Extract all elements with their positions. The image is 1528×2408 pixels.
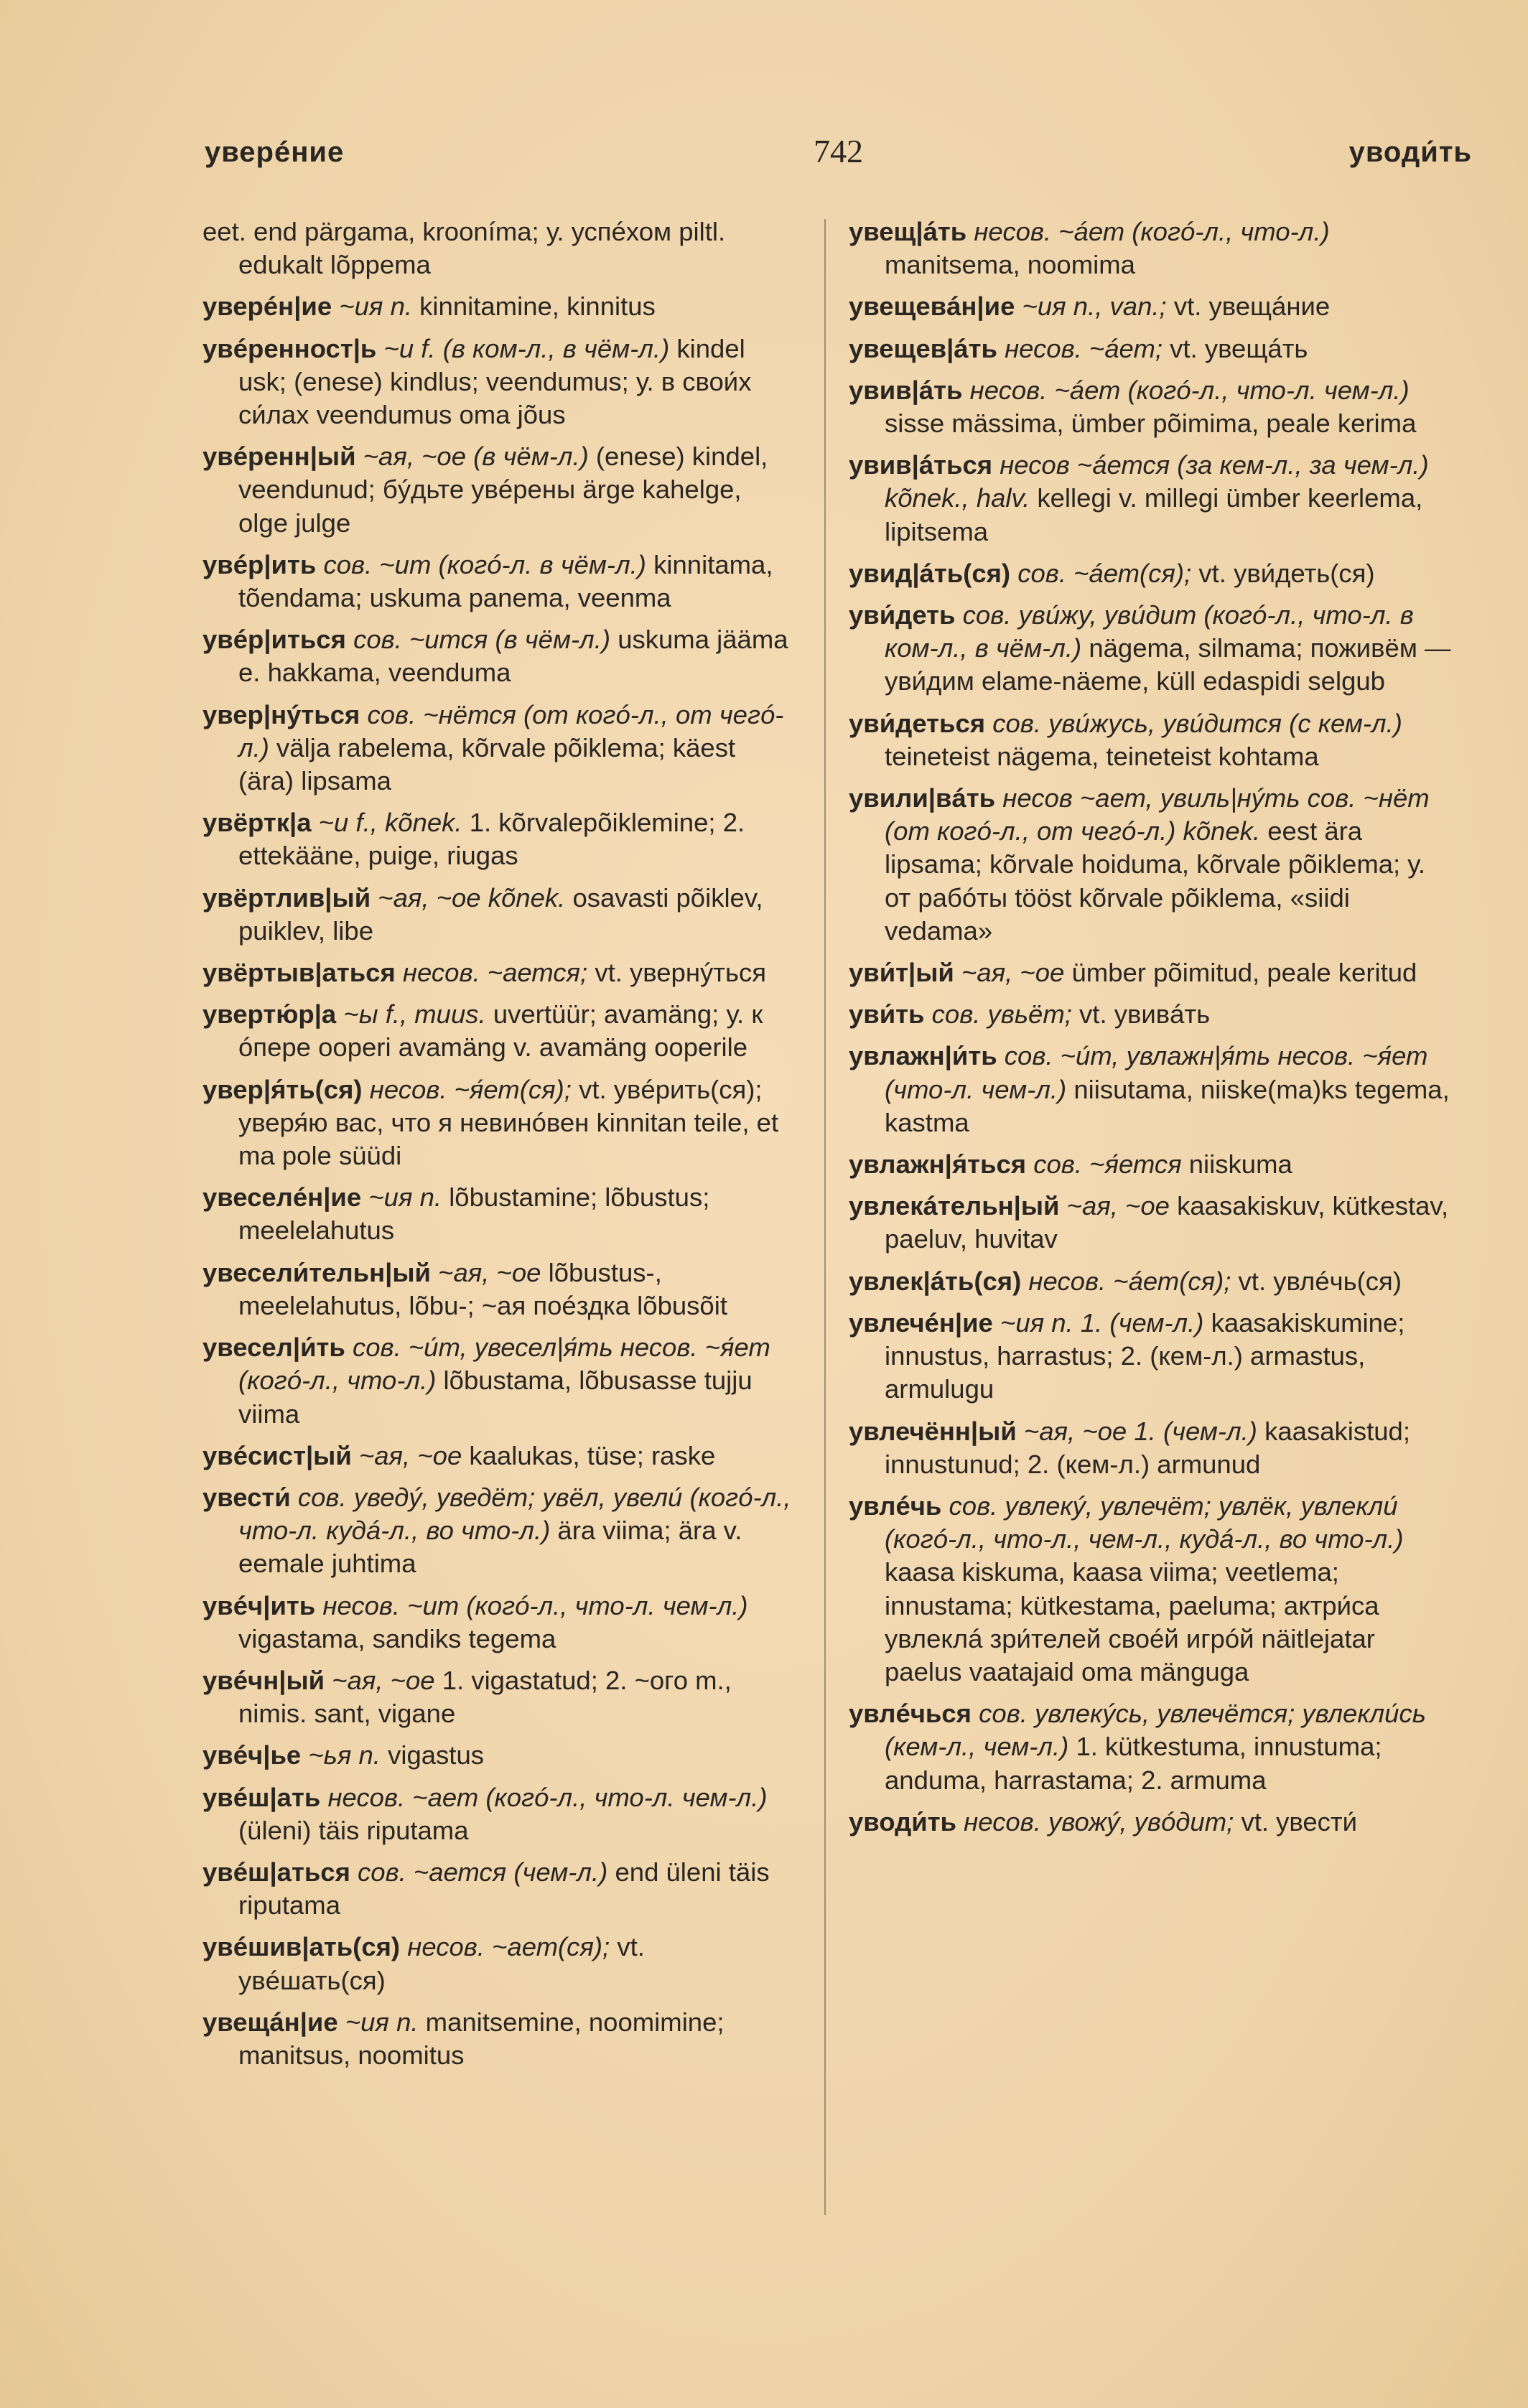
dictionary-entry — [202, 1664, 797, 1730]
dictionary-entry — [202, 1781, 797, 1847]
entry-headword: увéчн|ый — [202, 1665, 325, 1695]
dictionary-entry — [849, 1040, 1458, 1139]
entry-definition: lõbustamine; lõbustus; meelelahutus — [238, 1182, 710, 1246]
dictionary-entry — [202, 623, 797, 689]
entry-definition: lõbustama, lõbusasse tujju viima — [238, 1366, 753, 1429]
entry-grammar: несов. ~áет(ся); — [1028, 1266, 1231, 1296]
entry-definition: kellegi v. millegi ümber keerlema, lipitsema — [885, 483, 1423, 546]
dictionary-entry — [849, 1265, 1458, 1298]
entry-definition: nägema, silmama; поживём — уви́дим elame-näeme, küll edaspidi selgub — [885, 633, 1451, 696]
entry-grammar: ~ия n. 1. (чем-л.) — [1000, 1307, 1204, 1338]
entry-definition: kaalukas, tüse; raske — [469, 1440, 716, 1470]
entry-grammar: несов ~ает, увиль|нýть сов. ~нёт (от когó-л., от чегó-л.) kõnek. — [885, 783, 1430, 846]
entry-definition: ümber põimitud, peale keritud — [1071, 958, 1417, 988]
entry-grammar: несов. увожý, увóдит; — [964, 1806, 1234, 1837]
entry-grammar: сов. ~ит (когó-л. в чём-л.) — [323, 549, 646, 579]
dictionary-entry — [202, 1739, 797, 1772]
dictionary-entry — [849, 332, 1458, 365]
entry-definition: 1. kütkestuma, innustuma; anduma, harrastama; 2. armuma — [885, 1732, 1382, 1795]
entry-definition: vt. уви́деть(ся) — [1198, 558, 1375, 588]
entry-headword: увéшив|ать(ся) — [202, 1932, 401, 1962]
entry-headword: увéренн|ый — [202, 442, 356, 472]
entry-headword: увлéчь — [849, 1490, 942, 1521]
entry-headword: увлек|áть(ся) — [849, 1266, 1022, 1296]
dictionary-entry — [202, 882, 797, 948]
entry-definition: niiskuma — [1188, 1149, 1292, 1180]
entry-grammar: сов. ~я́ется — [1033, 1149, 1182, 1180]
entry-headword: уводи́ть — [849, 1806, 956, 1837]
dictionary-entry — [202, 1073, 797, 1173]
entry-headword: увер|нýться — [202, 699, 360, 729]
dictionary-entry — [202, 1181, 797, 1247]
entry-grammar: несов. ~áет (когó-л., что-л. чем-л.) — [969, 375, 1410, 405]
entry-grammar: сов. ~и́т, увлажн|я́ть несов. ~я́ет (что-л. чем-л.) — [885, 1041, 1428, 1104]
entry-headword: увлечённ|ый — [849, 1416, 1017, 1446]
entry-headword: увéш|аться — [202, 1857, 350, 1887]
entry-definition: kaasakiskuv, kütkestav, paeluv, huvitav — [885, 1191, 1449, 1254]
entry-grammar: сов. уви́жусь, уви́дится (с кем-л.) — [992, 708, 1402, 738]
entry-headword: увéш|ать — [202, 1782, 321, 1812]
entry-definition: 1. vigastatud; 2. ~ого m., nimis. sant, vigane — [238, 1665, 732, 1729]
dictionary-entry — [849, 290, 1458, 323]
page-number: 742 — [814, 133, 863, 169]
dictionary-entry — [849, 1307, 1458, 1406]
entry-grammar: несов ~áется (за кем-л., за чем-л.) kõnek., halv. — [885, 450, 1429, 513]
dictionary-entry — [849, 1190, 1458, 1256]
dictionary-entry — [849, 1148, 1458, 1181]
entry-grammar: ~ая, ~ое 1. (чем-л.) — [1023, 1416, 1257, 1446]
dictionary-entry — [202, 1331, 797, 1431]
entry-definition: vt. увещáть — [1170, 333, 1308, 363]
dictionary-entry — [849, 1806, 1458, 1839]
entry-grammar: несов. ~я́ет(ся); — [369, 1074, 572, 1104]
entry-headword: увлекáтельн|ый — [849, 1191, 1060, 1221]
entry-headword: увид|áть(ся) — [849, 558, 1011, 588]
entry-headword: увёртлив|ый — [202, 882, 371, 913]
entry-grammar: сов. ~нётся (от когó-л., от чегó-л.) — [238, 699, 784, 762]
entry-definition: manitsema, noomima — [885, 250, 1135, 280]
left-column — [202, 215, 797, 2211]
dictionary-entry — [202, 1590, 797, 1656]
entry-definition: vt. увивáть — [1079, 999, 1211, 1030]
entry-grammar: сов. уведý, уведёт; увёл, увели́ (когó-л., что-л. кудá-л., во что-л.) — [238, 1482, 791, 1546]
entry-grammar: ~ья n. — [308, 1740, 381, 1770]
entry-definition: kaasakiskumine; innustus, harrastus; 2. (кем-л.) armastus, armulugu — [885, 1307, 1405, 1404]
dictionary-entry — [849, 557, 1458, 590]
entry-grammar: несов. ~ается; — [402, 958, 588, 988]
dictionary-entry — [202, 440, 797, 540]
entry-headword: уви́деть — [849, 600, 956, 630]
entry-grammar: ~ая, ~ое — [358, 1440, 462, 1470]
header-last-word: уводи́ть — [1348, 136, 1472, 168]
entry-definition: sisse mässima, ümber põimima, peale kerima — [885, 409, 1417, 439]
entry-headword: увéсист|ый — [202, 1440, 352, 1470]
entry-definition: manitsemine, noomimine; manitsus, noomitus — [238, 2007, 725, 2070]
dictionary-entry — [202, 1931, 797, 1997]
entry-grammar: ~и f., kõnek. — [318, 808, 462, 838]
entry-grammar: ~ия n. — [345, 2007, 419, 2037]
entry-grammar: ~и f. (в ком-л., в чём-л.) — [383, 333, 670, 363]
entry-definition: (üleni) täis riputama — [238, 1815, 469, 1845]
dictionary-entry — [202, 699, 797, 798]
entry-grammar: сов. увьёт; — [931, 999, 1072, 1030]
entry-grammar: ~ая, ~ое — [332, 1665, 435, 1695]
entry-definition: vigastus — [388, 1740, 484, 1770]
entry-grammar: ~ая, ~ое — [438, 1257, 541, 1287]
entry-definition: niisutama, niiske(ma)ks tegema, kastma — [885, 1074, 1450, 1137]
entry-definition: välja rabelema, kõrvale põiklema; käest (ära) lipsama — [238, 732, 736, 796]
entry-grammar: ~ая, ~ое (в чём-л.) — [363, 442, 589, 472]
entry-headword: увесели́тельн|ый — [202, 1257, 431, 1287]
dictionary-entry — [849, 998, 1458, 1031]
entry-grammar: ~ая, ~ое kõnek. — [378, 882, 566, 913]
entry-definition: lõbustus-, meelelahutus, lõbu-; ~ая поéздка lõbusõit — [238, 1257, 727, 1320]
entry-grammar: ~ая, ~ое — [961, 958, 1065, 988]
entry-headword: увили|вáть — [849, 783, 996, 813]
entry-definition: kaasakistud; innustunud; 2. (кем-л.) armunud — [885, 1416, 1410, 1479]
dictionary-entry — [849, 1697, 1458, 1797]
entry-definition: eest ära lipsama; kõrvale hoiduma, kõrvale põiklema; у. от рабóты tööst kõrvale põiklema, «siidi vedama» — [885, 816, 1426, 946]
entry-definition: kinnitama, tõendama; uskuma panema, veenma — [238, 549, 773, 613]
entry-headword: увер|я́ть(ся) — [202, 1074, 363, 1104]
dictionary-entry — [849, 707, 1458, 773]
dictionary-entry — [849, 782, 1458, 948]
entry-grammar: ~ая, ~ое — [1066, 1191, 1170, 1221]
entry-headword: увеселéн|ие — [202, 1182, 362, 1213]
entry-headword: увлажн|я́ться — [849, 1149, 1027, 1180]
entry-definition: vt. увéшать(ся) — [238, 1932, 645, 1995]
entry-grammar: сов. уви́жу, уви́дит (когó-л., что-л. в ком-л., в чём-л.) — [885, 600, 1414, 663]
dictionary-entry — [849, 1490, 1458, 1689]
dictionary-entry — [202, 215, 797, 281]
dictionary-entry — [849, 449, 1458, 549]
page-header — [205, 133, 1472, 187]
entry-definition: vt. увлéчь(ся) — [1238, 1266, 1402, 1296]
dictionary-entry — [202, 1439, 797, 1473]
dictionary-entry — [202, 956, 797, 989]
dictionary-entry — [202, 1856, 797, 1922]
entry-grammar: несов. ~áет (когó-л., что-л.) — [974, 217, 1330, 246]
dictionary-entry — [849, 956, 1458, 989]
dictionary-entry — [849, 374, 1458, 440]
entry-headword: увлечéн|ие — [849, 1307, 993, 1338]
entry-headword: увёртк|а — [202, 808, 312, 838]
entry-definition: end üleni täis riputama — [238, 1857, 770, 1921]
entry-headword: увертю́р|а — [202, 999, 337, 1030]
entry-definition: eet. end pärgama, krooníma; у. успéхом piltl. edukalt lõppema — [202, 217, 726, 280]
dictionary-entry — [849, 599, 1458, 699]
entry-headword: увесел|и́ть — [202, 1333, 345, 1363]
entry-definition: uskuma jääma e. hakkama, veenduma — [238, 625, 788, 688]
entry-definition: teineteist nägema, teineteist kohtama — [885, 741, 1319, 771]
dictionary-entry — [202, 2006, 797, 2072]
entry-definition: vigastama, sandiks tegema — [238, 1623, 556, 1653]
dictionary-entry — [849, 1415, 1458, 1481]
dictionary-entry — [202, 332, 797, 432]
entry-definition: kinnitamine, kinnitus — [419, 291, 656, 322]
entry-headword: увести́ — [202, 1482, 291, 1512]
entry-definition: vt. увéрить(ся); уверя́ю вас, что я невинóвен kinnitan teile, et ma pole süüdi — [238, 1074, 779, 1171]
column-divider — [824, 219, 826, 2215]
entry-headword: увéч|ить — [202, 1590, 316, 1620]
entry-grammar: ~ия n. — [368, 1182, 442, 1213]
entry-grammar: ~ия n. — [339, 291, 413, 322]
dictionary-entry — [202, 549, 797, 615]
right-column — [849, 215, 1458, 2211]
entry-definition: osavasti põiklev, puiklev, libe — [238, 882, 763, 946]
entry-headword: уви́деться — [849, 708, 986, 738]
entry-definition: vt. увещáние — [1173, 291, 1331, 322]
entry-grammar: сов. ~и́т, увесел|я́ть несов. ~я́ет (когó-л., что-л.) — [238, 1333, 770, 1396]
dictionary-entry — [202, 1256, 797, 1322]
entry-headword: увещ|áть — [849, 217, 967, 246]
dictionary-entry — [202, 1481, 797, 1581]
entry-grammar: ~ия n., van.; — [1022, 291, 1167, 322]
entry-definition: (enese) kindel, veendunud; бýдьте увéрены ärge kahelge, olge julge — [238, 442, 768, 538]
dictionary-entry — [202, 998, 797, 1064]
entry-grammar: несов. ~áет; — [1005, 333, 1163, 363]
dictionary-entry — [202, 806, 797, 872]
entry-headword: увлéчься — [849, 1699, 972, 1729]
entry-definition: kindel usk; (enese) kindlus; veendumus; у. в свои́х си́лах veendumus oma jõus — [238, 333, 752, 430]
entry-grammar: сов. увлекýсь, увлечётся; увлекли́сь (кем-л., чем-л.) — [885, 1699, 1426, 1762]
entry-headword: увёртыв|аться — [202, 958, 396, 988]
entry-headword: увéр|иться — [202, 625, 346, 655]
entry-definition: vt. увести́ — [1241, 1806, 1357, 1837]
dictionary-entry — [849, 215, 1458, 281]
entry-headword: увив|áться — [849, 450, 993, 480]
header-first-word: уверéние — [205, 136, 345, 168]
entry-headword: увлажн|и́ть — [849, 1041, 997, 1071]
entry-headword: увив|áть — [849, 375, 963, 405]
entry-headword: уви́ть — [849, 999, 925, 1030]
entry-grammar: несов. ~ает(ся); — [407, 1932, 610, 1962]
entry-definition: kaasa kiskuma, kaasa viima; veetlema; innustama; kütkestama, paeluma; актри́са увлеклá зри́телей своéй игрóй näitlejatar paelus vaatajaid oma mänguga — [885, 1557, 1379, 1686]
entry-headword: уви́т|ый — [849, 958, 954, 988]
entry-headword: увещевáн|ие — [849, 291, 1015, 322]
entry-headword: увéр|ить — [202, 549, 317, 579]
entry-headword: увещáн|ие — [202, 2007, 338, 2037]
entry-headword: уверéн|ие — [202, 291, 332, 322]
entry-grammar: сов. ~ится (в чём-л.) — [353, 625, 611, 655]
entry-definition: vt. увернýться — [595, 958, 766, 988]
entry-grammar: сов. ~ается (чем-л.) — [358, 1857, 608, 1887]
entry-headword: увéч|ье — [202, 1740, 302, 1770]
entry-grammar: ~ы f., muus. — [343, 999, 486, 1030]
entry-grammar: несов. ~ает (когó-л., что-л. чем-л.) — [327, 1782, 768, 1812]
entry-grammar: сов. ~áет(ся); — [1017, 558, 1192, 588]
entry-grammar: сов. увлекý, увлечёт; увлёк, увлекли́ (когó-л., что-л., чем-л., кудá-л., во что-л.) — [885, 1490, 1404, 1554]
entry-definition: ära viima; ära v. eemale juhtima — [238, 1516, 742, 1579]
entry-headword: увéренност|ь — [202, 333, 377, 363]
entry-headword: увещев|áть — [849, 333, 997, 363]
entry-grammar: несов. ~ит (когó-л., что-л. чем-л.) — [322, 1590, 748, 1620]
dictionary-entry — [202, 290, 797, 323]
entry-definition: uvertüür; avamäng; у. к óпере ooperi avamäng v. avamäng ooperile — [238, 999, 763, 1063]
entry-definition: 1. kõrvalepõiklemine; 2. ettekääne, puige, riugas — [238, 808, 745, 871]
